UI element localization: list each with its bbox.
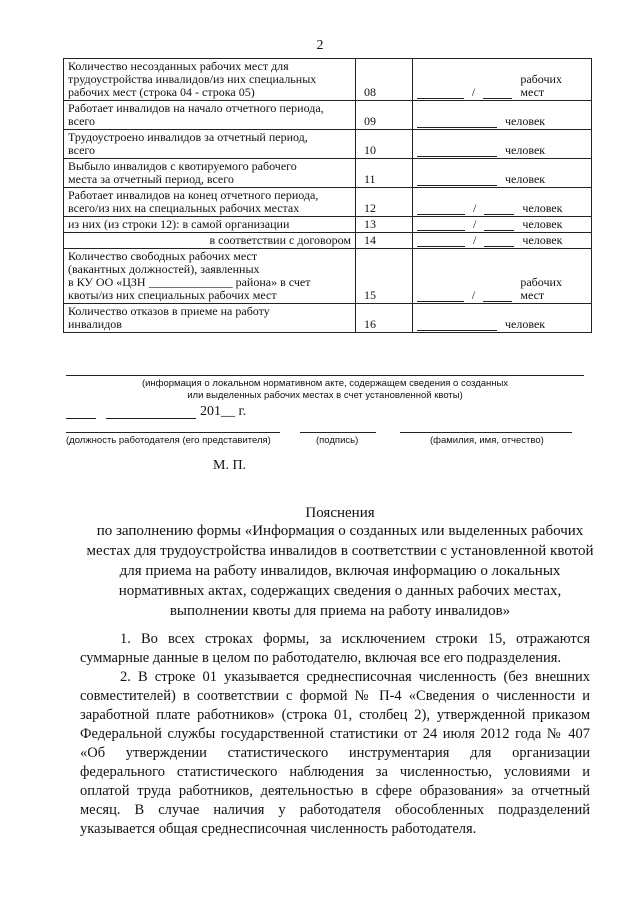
description-line: инвалидов bbox=[68, 317, 122, 331]
value-unit: человек bbox=[522, 233, 563, 247]
row-code: 16 bbox=[356, 304, 413, 333]
value-blank[interactable] bbox=[484, 218, 514, 231]
description-line: из них (из строки 12): в самой организации bbox=[68, 217, 290, 231]
value-unit: рабочих мест bbox=[520, 275, 562, 302]
value-blank[interactable] bbox=[417, 218, 465, 231]
value-unit: человек bbox=[505, 143, 546, 157]
position-label: (должность работодателя (его представителя) bbox=[66, 435, 271, 446]
value-unit: человек bbox=[522, 201, 563, 215]
table-row bbox=[64, 130, 592, 159]
description-line: Трудоустроено инвалидов за отчетный период, bbox=[68, 130, 308, 144]
table-row bbox=[64, 304, 592, 333]
row-code: 10 bbox=[356, 130, 413, 159]
description-line: в КУ ОО «ЦЗН ______________ района» в счет bbox=[68, 275, 311, 289]
description-line: трудоустройства инвалидов/из них специальных bbox=[68, 72, 317, 86]
description-line: Количество отказов в приеме на работу bbox=[68, 304, 270, 318]
page-number: 2 bbox=[316, 38, 324, 53]
row-description bbox=[64, 130, 356, 159]
description-line: места за отчетный период, всего bbox=[68, 172, 234, 186]
value-blank[interactable] bbox=[417, 318, 497, 331]
value-blank[interactable] bbox=[417, 86, 464, 99]
description-line: Выбыло инвалидов с квотируемого рабочего bbox=[68, 159, 297, 173]
value-blank[interactable] bbox=[484, 202, 514, 215]
name-label: (фамилия, имя, отчество) bbox=[430, 435, 544, 446]
row-code: 14 bbox=[356, 233, 413, 249]
table-row bbox=[64, 188, 592, 217]
value-blank[interactable] bbox=[417, 234, 465, 247]
subtitle-line: выполнении квоты для приема на работу инвалидов» bbox=[169, 603, 511, 619]
stamp-place: М. П. bbox=[213, 458, 247, 473]
value-unit: человек bbox=[505, 114, 546, 128]
description-line: в соответствии с договором bbox=[209, 233, 351, 247]
value-blank[interactable] bbox=[417, 289, 464, 302]
value-unit: рабочих мест bbox=[520, 72, 562, 99]
row-code: 09 bbox=[356, 101, 413, 130]
subtitle-line: нормативных актах, содержащих сведения о данных рабочих местах, bbox=[118, 583, 562, 599]
value-unit: человек bbox=[522, 217, 563, 231]
position-line bbox=[66, 432, 280, 433]
info-caption-1: (информация о локальном нормативном акте, содержащем сведения о созданных bbox=[141, 378, 509, 389]
value-blank[interactable] bbox=[484, 234, 514, 247]
row-value[interactable] bbox=[413, 59, 592, 101]
value-blank[interactable] bbox=[483, 86, 512, 99]
row-code: 13 bbox=[356, 217, 413, 233]
row-value[interactable] bbox=[413, 233, 592, 249]
value-blank[interactable] bbox=[417, 144, 497, 157]
description-line: квоты/из них специальных рабочих мест bbox=[68, 288, 277, 302]
value-blank[interactable] bbox=[417, 173, 497, 186]
table-row bbox=[64, 59, 592, 101]
subtitle-line: местах для трудоустройства инвалидов в соответствии с установленной квотой bbox=[86, 543, 594, 559]
description-line: всего/из них на специальных рабочих местах bbox=[68, 201, 300, 215]
explanations-heading: Пояснения bbox=[305, 505, 375, 521]
date-month-line bbox=[106, 418, 196, 419]
value-slash: / bbox=[471, 288, 476, 302]
row-code: 11 bbox=[356, 159, 413, 188]
row-value[interactable] bbox=[413, 130, 592, 159]
row-value[interactable] bbox=[413, 304, 592, 333]
value-slash: / bbox=[473, 201, 477, 215]
value-slash: / bbox=[471, 85, 476, 99]
row-description bbox=[64, 59, 356, 101]
info-line bbox=[66, 375, 584, 376]
row-description bbox=[64, 159, 356, 188]
description-line: Работает инвалидов на конец отчетного периода, bbox=[68, 188, 319, 202]
value-unit: человек bbox=[505, 172, 546, 186]
explanations-subtitle bbox=[80, 521, 600, 621]
signature-line bbox=[300, 432, 376, 433]
row-value[interactable] bbox=[413, 159, 592, 188]
name-line bbox=[400, 432, 572, 433]
description-line: Количество свободных рабочих мест bbox=[68, 249, 258, 263]
table-row bbox=[64, 249, 592, 304]
description-line: Количество несозданных рабочих мест для bbox=[68, 59, 289, 73]
row-description bbox=[64, 249, 356, 304]
row-value[interactable] bbox=[413, 101, 592, 130]
value-unit: человек bbox=[505, 317, 546, 331]
form-table bbox=[63, 58, 592, 333]
row-description bbox=[64, 304, 356, 333]
value-blank[interactable] bbox=[483, 289, 512, 302]
description-line: (вакантных должностей), заявленных bbox=[68, 262, 260, 276]
paragraph-1: 1. Во всех строках формы, за исключением строки 15, отражаются суммарные данные в целом по работодателю, включая все его подразделения. bbox=[80, 631, 590, 666]
row-description bbox=[64, 233, 356, 249]
row-description bbox=[64, 217, 356, 233]
subtitle-line: по заполнению формы «Информация о созданных или выделенных рабочих bbox=[96, 523, 584, 539]
table-row bbox=[64, 233, 592, 249]
date-day-line bbox=[66, 418, 96, 419]
row-value[interactable] bbox=[413, 188, 592, 217]
table-row bbox=[64, 159, 592, 188]
value-blank[interactable] bbox=[417, 202, 465, 215]
row-code: 12 bbox=[356, 188, 413, 217]
date-year: 201__ г. bbox=[200, 404, 247, 419]
signature-label: (подпись) bbox=[316, 435, 359, 446]
row-description bbox=[64, 101, 356, 130]
value-slash: / bbox=[473, 217, 477, 231]
table-row bbox=[64, 217, 592, 233]
info-caption-2: или выделенных рабочих местах в счет установленной квоты) bbox=[187, 390, 463, 401]
table-row bbox=[64, 101, 592, 130]
description-line: всего bbox=[68, 114, 96, 128]
row-description bbox=[64, 188, 356, 217]
description-line: Работает инвалидов на начало отчетного периода, bbox=[68, 101, 324, 115]
paragraph-2: 2. В строке 01 указывается среднесписочная численность (без внешних совместителей) в соответствии с формой № П-4 «Сведения о численности и заработной плате работников» (строка 01, столбец 2), утвержденной приказом Федеральной службы государственной статистики от 24 июля 2012 года № 407 «Об утверждении статистического инструментария для организации федерального статистического наблюдения за численностью, условиями и оплатой труда работников, деятельностью в сфере образования» за отчетный месяц. В случае наличия у работодателя обособленных подразделений указывается общая среднесписочная численность работодателя. bbox=[80, 669, 590, 837]
description-line: рабочих мест (строка 04 - строка 05) bbox=[68, 85, 255, 99]
row-value[interactable] bbox=[413, 249, 592, 304]
row-code: 08 bbox=[356, 59, 413, 101]
row-code: 15 bbox=[356, 249, 413, 304]
description-line: всего bbox=[68, 143, 96, 157]
row-value[interactable] bbox=[413, 217, 592, 233]
value-slash: / bbox=[473, 233, 477, 247]
subtitle-line: для приема на работу инвалидов, включая информацию о локальных bbox=[119, 563, 561, 579]
value-blank[interactable] bbox=[417, 115, 497, 128]
